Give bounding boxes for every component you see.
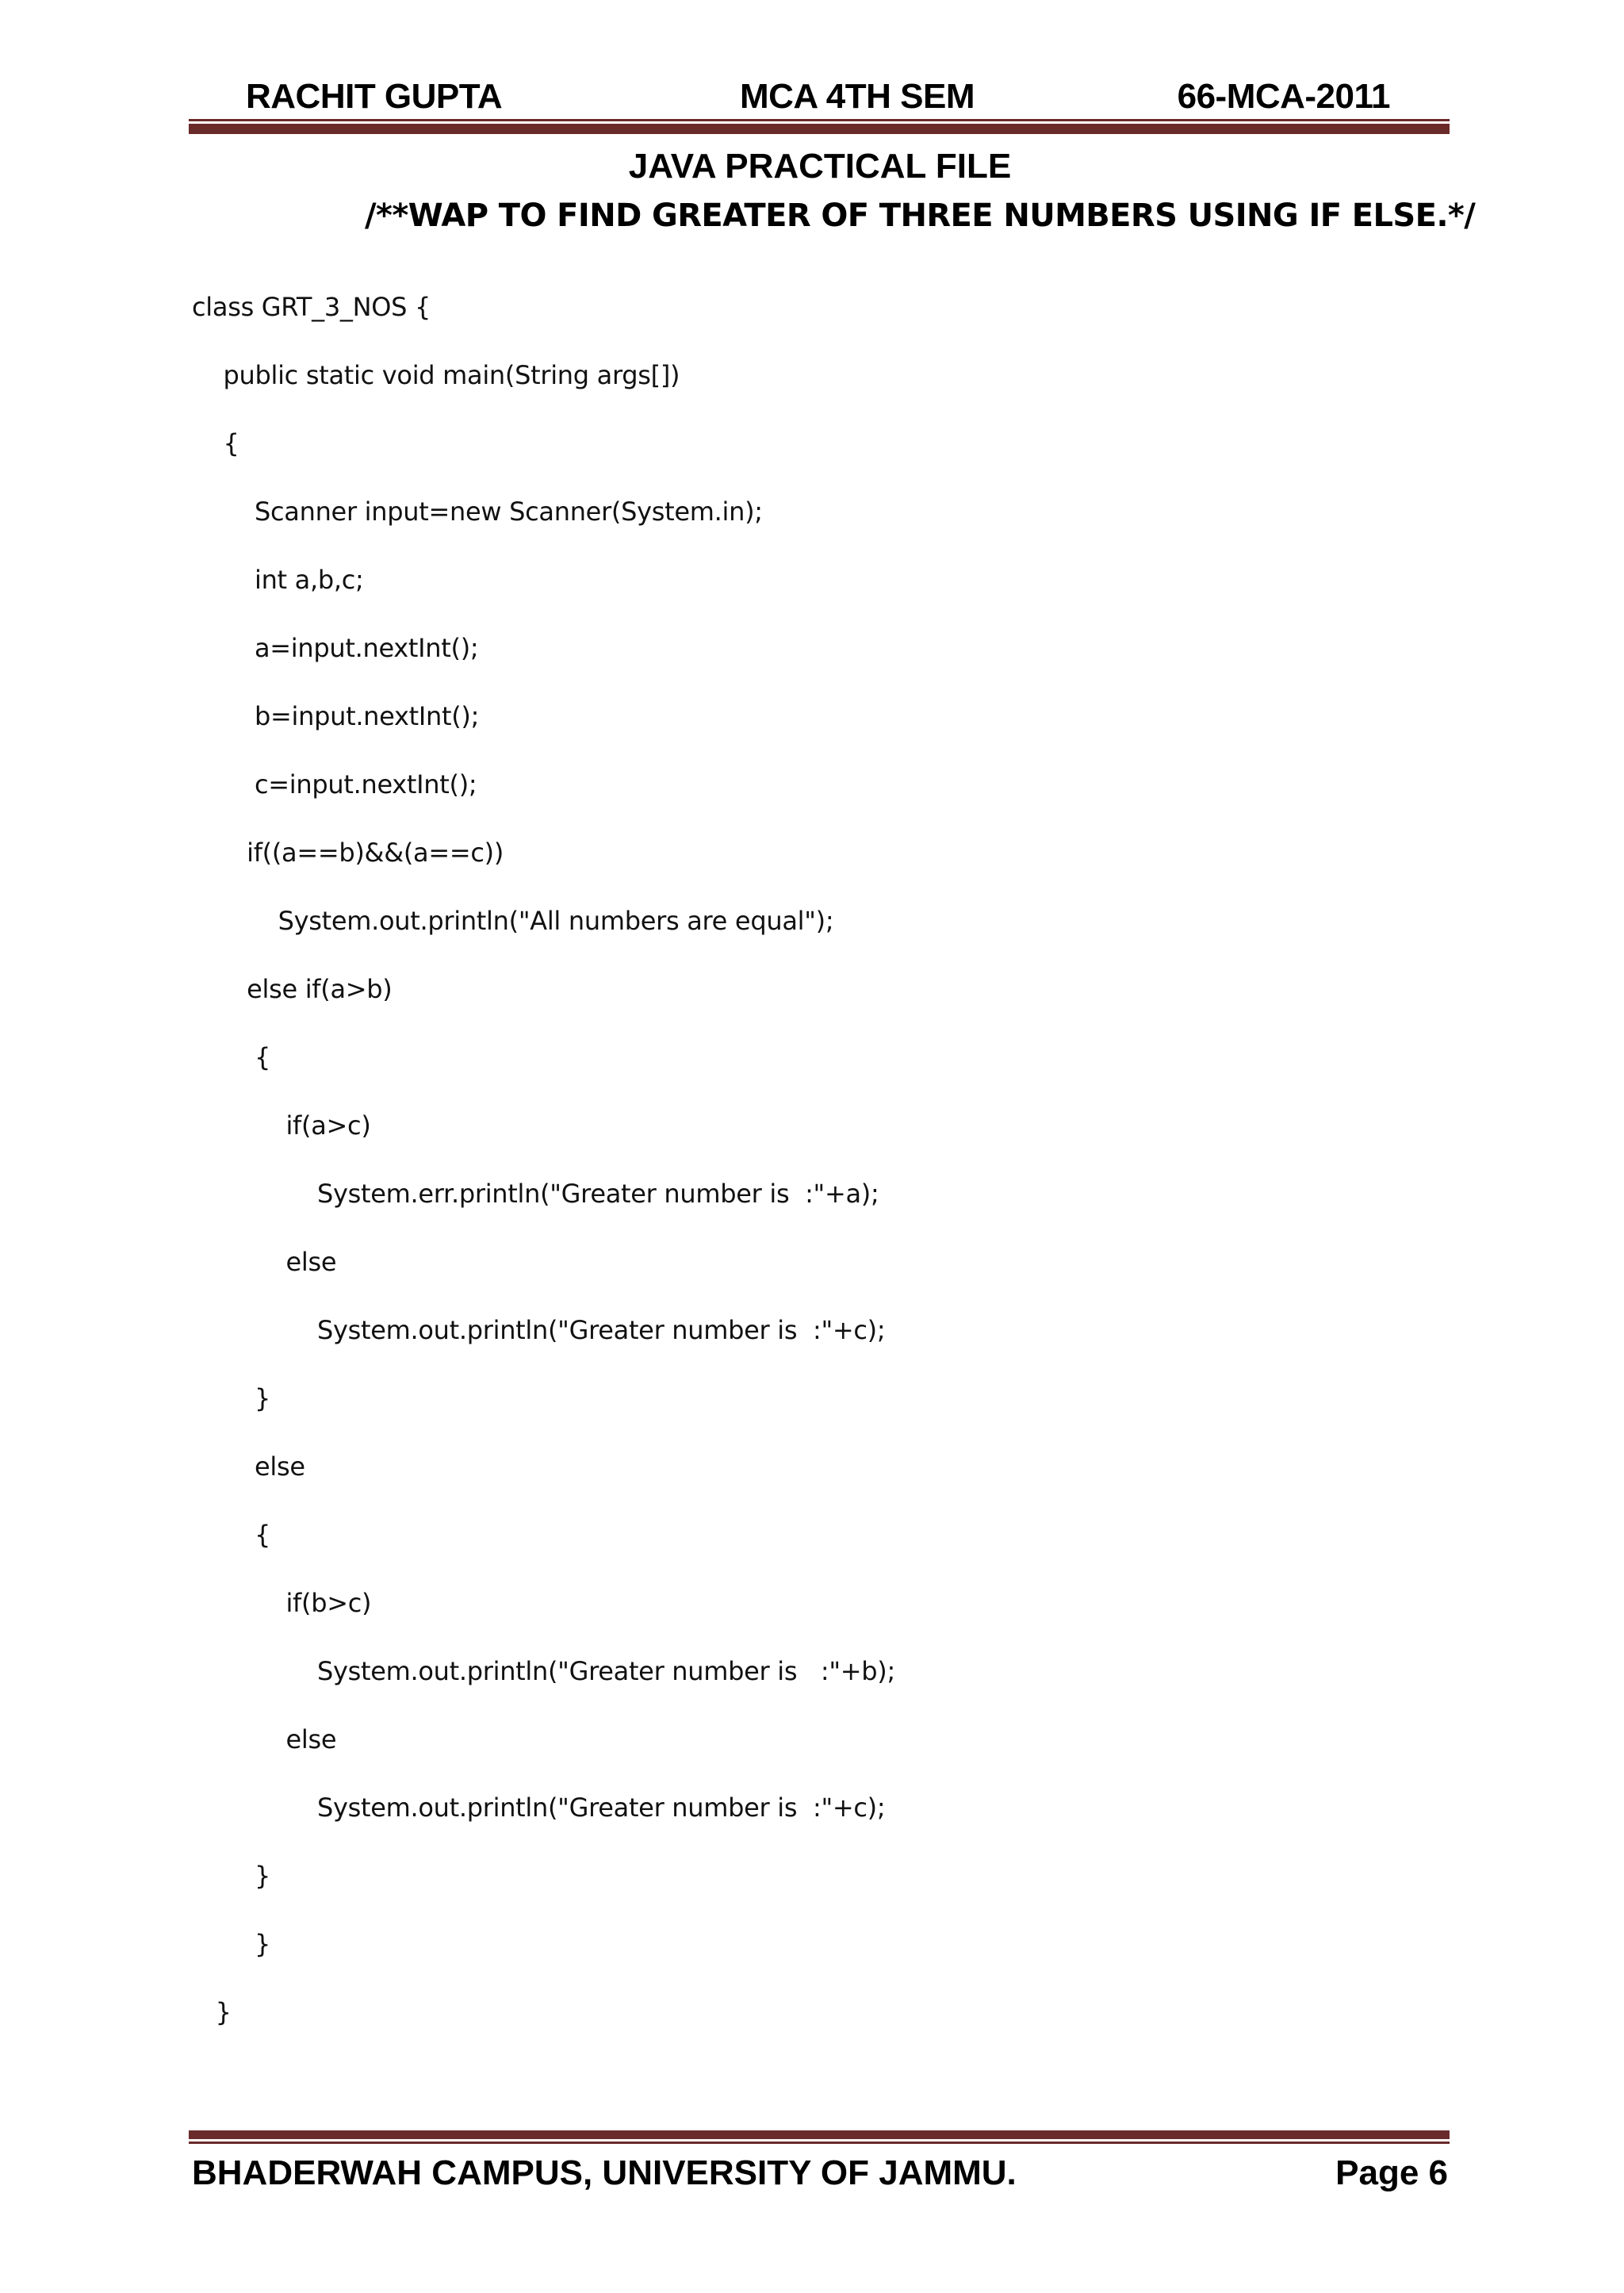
- code-line: if(a>c): [192, 1110, 371, 1141]
- code-line: }: [192, 1997, 232, 2027]
- code-line: System.out.println("Greater number is :"+b);: [192, 1656, 895, 1686]
- header-rule-thin: [189, 119, 1450, 121]
- code-line: Scanner input=new Scanner(System.in);: [192, 497, 763, 527]
- code-line: else: [192, 1451, 305, 1482]
- code-block: [192, 286, 895, 2059]
- code-line: System.out.println("Greater number is :"+c);: [192, 1793, 886, 1823]
- code-line: public static void main(String args[]): [192, 360, 680, 390]
- code-line: c=input.nextInt();: [192, 769, 477, 799]
- code-line: System.err.println("Greater number is :"+a);: [192, 1179, 879, 1209]
- code-line: {: [192, 1520, 271, 1550]
- footer-rule-thin: [189, 2142, 1450, 2144]
- course-label: MCA 4TH SEM: [740, 77, 975, 116]
- code-line: class GRT_3_NOS {: [192, 292, 431, 322]
- roll-number: 66-MCA-2011: [1177, 77, 1390, 116]
- code-line: else: [192, 1247, 337, 1277]
- code-line: {: [192, 428, 239, 458]
- code-line: }: [192, 1929, 271, 1959]
- page-number: Page 6: [1335, 2153, 1448, 2192]
- page-header: [189, 73, 1450, 121]
- code-line: if((a==b)&&(a==c)): [192, 838, 504, 868]
- page-footer: [192, 2149, 1448, 2197]
- code-line: a=input.nextInt();: [192, 633, 479, 663]
- code-line: {: [192, 1042, 271, 1072]
- code-line: }: [192, 1861, 271, 1891]
- code-line: b=input.nextInt();: [192, 701, 480, 731]
- code-line: System.out.println("Greater number is :"+c);: [192, 1315, 886, 1345]
- footer-rule-thick: [189, 2130, 1450, 2139]
- code-line: else: [192, 1724, 337, 1754]
- header-rule-thick: [189, 124, 1450, 134]
- code-line: }: [192, 1383, 271, 1413]
- student-name: RACHIT GUPTA: [246, 77, 503, 116]
- program-title: /**WAP TO FIND GREATER OF THREE NUMBERS USING IF ELSE.*/: [365, 197, 1476, 234]
- campus-name: BHADERWAH CAMPUS, UNIVERSITY OF JAMMU.: [192, 2153, 1017, 2192]
- code-line: System.out.println("All numbers are equal");: [192, 906, 834, 936]
- code-line: if(b>c): [192, 1588, 372, 1618]
- code-line: int a,b,c;: [192, 565, 364, 595]
- file-title: JAVA PRACTICAL FILE: [628, 147, 1012, 186]
- code-line: else if(a>b): [192, 974, 393, 1004]
